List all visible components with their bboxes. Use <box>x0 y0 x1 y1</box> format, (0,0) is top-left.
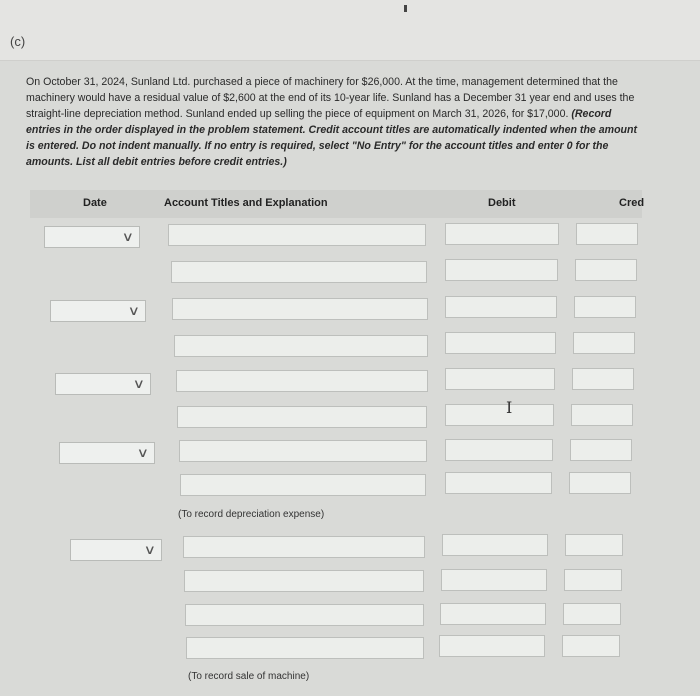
credit-input-4[interactable] <box>573 332 635 354</box>
debit-input-11[interactable] <box>440 603 546 625</box>
account-input-2[interactable] <box>171 261 427 283</box>
debit-input-10[interactable] <box>441 569 547 591</box>
header-credit: Cred <box>619 197 645 209</box>
header-date: Date <box>83 197 107 209</box>
credit-input-11[interactable] <box>563 603 621 625</box>
account-input-11[interactable] <box>185 604 424 626</box>
problem-instructions: (Record entries in the order displayed in the problem statement. Credit account titles are automatically indented when the amount is entered. Do not indent manually. If no entry is required, select "No Entry" for the account titles and enter 0 for the amounts. List all debit entries before credit entries.) <box>26 108 638 168</box>
date-select-2[interactable] <box>50 300 146 322</box>
account-input-12[interactable] <box>186 637 424 659</box>
note-depreciation: (To record depreciation expense) <box>178 509 325 520</box>
table-header <box>30 190 645 218</box>
problem-text: On October 31, 2024, Sunland Ltd. purchased a piece of machinery for $26,000. At the time, management determined that the machinery would have a residual value of $2,600 at the end of its 10-year life. Sunland has a December 31 year end and uses the straight-line depreciation method. Sunland ended up selling the piece of equipment on March 31, 2026, for $17,000. <box>26 76 635 120</box>
account-input-1[interactable] <box>168 224 426 246</box>
date-select-4[interactable] <box>59 442 155 464</box>
debit-input-12[interactable] <box>439 635 545 657</box>
debit-input-9[interactable] <box>442 534 548 556</box>
debit-input-4[interactable] <box>445 332 556 354</box>
credit-input-7[interactable] <box>570 439 632 461</box>
debit-input-3[interactable] <box>445 296 557 318</box>
account-input-3[interactable] <box>172 298 428 320</box>
credit-input-9[interactable] <box>565 534 623 556</box>
date-select-3[interactable] <box>55 373 151 395</box>
credit-input-6[interactable] <box>571 404 633 426</box>
date-select-5[interactable] <box>70 539 162 561</box>
credit-input-12[interactable] <box>562 635 620 657</box>
debit-input-8[interactable] <box>445 472 552 494</box>
account-input-9[interactable] <box>183 536 425 558</box>
chevron-down-icon: ∨ <box>144 542 157 557</box>
credit-input-3[interactable] <box>574 296 636 318</box>
debit-input-2[interactable] <box>445 259 558 281</box>
chevron-down-icon: ∨ <box>128 303 141 318</box>
problem-statement <box>26 74 646 170</box>
cursor-dot <box>404 5 407 12</box>
account-input-7[interactable] <box>179 440 427 462</box>
credit-input-2[interactable] <box>575 259 637 281</box>
account-input-4[interactable] <box>174 335 428 357</box>
credit-input-10[interactable] <box>564 569 622 591</box>
header-debit: Debit <box>488 197 516 209</box>
chevron-down-icon: ∨ <box>122 229 135 244</box>
credit-input-5[interactable] <box>572 368 634 390</box>
credit-input-8[interactable] <box>569 472 631 494</box>
chevron-down-icon: ∨ <box>137 445 150 460</box>
date-select-1[interactable] <box>44 226 140 248</box>
debit-input-1[interactable] <box>445 223 559 245</box>
credit-input-1[interactable] <box>576 223 638 245</box>
chevron-down-icon: ∨ <box>133 376 146 391</box>
debit-input-5[interactable] <box>445 368 555 390</box>
debit-input-6[interactable] <box>445 404 554 426</box>
part-label: (c) <box>10 34 26 49</box>
debit-input-7[interactable] <box>445 439 553 461</box>
account-input-5[interactable] <box>176 370 428 392</box>
account-input-6[interactable] <box>177 406 427 428</box>
text-cursor-icon: I <box>506 398 513 417</box>
header-account: Account Titles and Explanation <box>164 197 328 209</box>
top-band <box>0 0 700 61</box>
account-input-8[interactable] <box>180 474 426 496</box>
account-input-10[interactable] <box>184 570 424 592</box>
note-sale: (To record sale of machine) <box>188 671 310 682</box>
